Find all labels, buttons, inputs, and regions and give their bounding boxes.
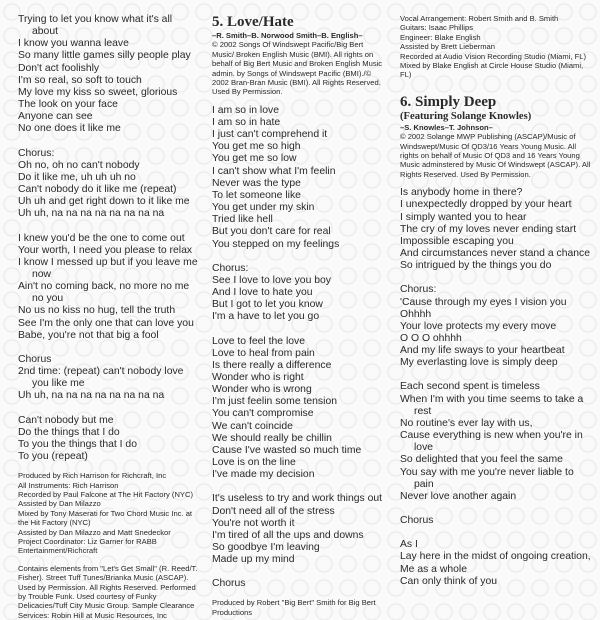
lyric-line: Chorus: [18, 147, 55, 159]
credit-line: Engineer: Blake English [400, 32, 481, 42]
credit-line: Project Coordinator: Liz Garner for RABB Entertainment/Richcraft [18, 537, 157, 556]
song-title: 5. Love/Hate [212, 14, 294, 30]
lyric-line: My everlasting love is simply deep [400, 357, 558, 369]
lyric-line: Love to heal from pain [212, 347, 315, 359]
lyric-line: I just can't comprehend it [212, 129, 328, 141]
copyright-notice: © 2002 Solange MWP Publishing (ASCAP)/Music of Windswept/Music Of QD3/16 Years Young Music. All rights on behalf of Music Of QD3 and 16 Years Young Music adminstered by Music Of Windswept (ASCAP). All Rights Reserved. Used By Permission. [400, 132, 591, 179]
lyric-line: Chorus [400, 515, 434, 527]
lyric-line: So many little games silly people play [18, 50, 191, 62]
stanza-break [400, 503, 594, 515]
lyric-line: Is anybody home in there? [400, 187, 523, 199]
lyric-line: Made up my mind [212, 554, 295, 566]
lyric-line: O O O ohhhh [400, 333, 462, 344]
lyric-line: Wonder who is right [212, 371, 304, 383]
stanza-break [212, 481, 384, 493]
lyric-line: Babe, you're not that big a fool [18, 329, 159, 341]
lyric-line: Impossible escaping you [400, 235, 514, 247]
stanza-break [212, 566, 384, 578]
lyric-line: Uh uh, na na na na na na na na [18, 390, 165, 402]
lyric-line: You can't compromise [212, 408, 314, 420]
lyric-line: Can't nobody do it like me (repeat) [18, 184, 177, 196]
lyric-line: No one does it like me [18, 123, 121, 135]
lyric-line: Never love another again [400, 490, 517, 502]
credit-line: Assisted by Brett Lieberman [400, 42, 495, 52]
lyric-line: You get under my skin [212, 202, 315, 214]
lyric-line: So delighted that you feel the same [400, 454, 563, 466]
lyric-line: Oh no, oh no can't nobody [18, 159, 140, 171]
lyric-line: I am so in hate [212, 117, 281, 128]
lyric-line: Your love protects my every move [400, 320, 557, 332]
lyric-line: You stepped on my feelings [212, 238, 340, 250]
credits-block [18, 471, 200, 556]
lyric-line: To let someone like [212, 189, 301, 201]
lyric-line: To you the things that I do [18, 438, 137, 450]
lyric-line: Uh uh, na na na na na na na na [18, 208, 165, 220]
lyric-line: I simply wanted you to hear [400, 211, 527, 223]
lyric-line: I've made my decision [212, 469, 315, 481]
lyric-line: And I love to hate you [212, 287, 313, 299]
lyric-line: Don't act foolishly [18, 62, 100, 74]
lyric-line: See I love to love you boy [212, 274, 331, 286]
lyric-line: Chorus: [400, 284, 437, 296]
credit-line: All Instruments: Rich Harrison [18, 480, 119, 490]
credit-line: Guitars: Isaac Phillips [400, 23, 474, 33]
lyric-line: I unexpectedly dropped by your heart [400, 199, 572, 211]
song-title: 6. Simply Deep [400, 93, 497, 110]
lyric-line: You get me so high [212, 141, 301, 153]
lyric-line: But I got to let you know [212, 299, 323, 311]
lyric-line: I'm so real, so soft to touch [18, 74, 142, 86]
lyric-line: Can only think of you [400, 575, 498, 587]
lyric-line: I knew you'd be the one to come out [18, 232, 185, 244]
lyric-line: I am so in love [212, 104, 279, 116]
lyric-line: I'm tired of all the ups and downs [212, 529, 364, 541]
stanza-break [400, 369, 594, 381]
stanza-break [18, 136, 200, 148]
lyric-line: It's useless to try and work things out [212, 493, 383, 505]
stanza-break [212, 324, 384, 336]
lyric-line: 2nd time: (repeat) can't nobody love you like me [18, 366, 184, 390]
lyric-line: I can't show what I'm feelin [212, 165, 336, 177]
lyric-line: To you (repeat) [18, 451, 88, 462]
lyric-line: Uh uh and get right down to it like me [18, 196, 190, 208]
lyric-line: We can't coincide [212, 420, 293, 432]
credit-line: Mixed by Tony Maserati for Two Chord Music Inc. at the Hit Factory (NYC) [18, 508, 193, 528]
stanza-break [400, 527, 594, 539]
lyric-line: Me as a whole [400, 563, 467, 575]
lyric-line: Your worth, I need you please to relax [18, 244, 193, 256]
lyric-line: Do the things that I do [18, 426, 120, 438]
lyric-line: Chorus: [212, 262, 249, 274]
lyric-line: Don't need all of the stress [212, 505, 335, 517]
lyric-line: I know you wanna leave [18, 38, 129, 50]
credit-line: Vocal Arrangement: Robert Smith and B. Smith [400, 14, 559, 23]
credit-line: Assisted by Dan Milazzo [18, 499, 101, 509]
column-right [400, 14, 594, 588]
lyrics-block [212, 105, 384, 591]
copyright-notice: © 2002 Songs Of Windswept Pacific/Big Bert Music/ Broken English Music (BMI). All rights on behalf of Big Bert Music and Broken English Music admin. by Songs of Windswept Pacific (BMI)./© 2002 Bran-Bran Music (BMI). All Rights Reserved. Used By Permission. [212, 40, 383, 97]
sample-credits: Contains elements from "Let's Get Small" (R. Reed/T. Fisher). Street Tuff Tunes/Brianka Music (ASCAP). Used by Permission. All Rights Reserved. Performed by Trouble Funk. Used courtesy of Funky Delicacies/Tuff City Music Group. Sample Clearance Services: Robin Hill at Music Resources, Inc [18, 563, 198, 620]
lyric-line: Do it like me, uh uh uh no [18, 171, 136, 183]
credits-block: Produced by Robert "Big Bert" Smith for Big Bert Productions [212, 598, 376, 617]
lyric-line: Lay here in the midst of ongoing creation, [400, 551, 591, 563]
lyric-line: And my life sways to your heartbeat [400, 345, 565, 357]
lyric-line: Ain't no coming back, no more no me no you [18, 281, 190, 305]
lyric-line: But you don't care for real [212, 226, 331, 238]
lyric-line: Love to feel the love [212, 335, 306, 347]
credits-block [400, 14, 594, 80]
lyric-line: Can't nobody but me [18, 414, 114, 426]
lyric-line: Cause I've wasted so much time [212, 444, 362, 456]
stanza-break [212, 251, 384, 263]
lyric-line: I know I messed up but if you leave me now [18, 256, 198, 280]
lyric-line: The cry of my loves never ending start [400, 223, 577, 235]
lyric-line: The look on your face [18, 99, 118, 111]
lyric-line: And circumstances never stand a chance [400, 248, 591, 260]
lyric-line: Wonder who is wrong [212, 384, 312, 396]
lyric-line: Cause everything is new when you're in love [400, 430, 583, 454]
lyric-line: I'm just feelin some tension [212, 396, 337, 408]
lyric-line: No routine's ever lay with us, [400, 417, 533, 429]
lyric-line: Love is on the line [212, 457, 296, 469]
credit-line: Recorded by Paul Falcone at The Hit Factory (NYC) [18, 489, 194, 499]
lyric-line: See I'm the only one that can love you [18, 317, 194, 329]
lyric-line: Trying to let you know what it's all about [18, 14, 173, 38]
lyric-line: No us no kiss no hug, tell the truth [18, 305, 176, 317]
lyric-line: You say with me you're never liable to pain [400, 466, 574, 490]
lyric-line: Each second spent is timeless [400, 381, 540, 393]
lyric-line: I'm a have to let you go [212, 311, 320, 323]
lyric-line: So goodbye I'm leaving [212, 542, 320, 553]
lyric-line: Is there really a difference [212, 359, 332, 371]
credit-line: Recorded at Audio Vision Recording Studio (Miami, FL) [400, 51, 586, 61]
lyric-line: Chorus [212, 578, 246, 590]
lyric-line: You get me so low [212, 153, 297, 165]
lyrics-block [18, 14, 200, 463]
stanza-break [18, 403, 200, 415]
songwriters: –R. Smith–B. Norwood Smith–B. English– [212, 31, 363, 40]
lyric-line: So intrigued by the things you do [400, 260, 552, 272]
column-middle [212, 14, 384, 617]
lyric-line: You're not worth it [212, 517, 295, 529]
lyric-line: As I [400, 539, 418, 551]
songwriters: –S. Knowles–T. Johnson– [400, 122, 493, 132]
lyric-line: My love my kiss so sweet, glorious [18, 86, 178, 98]
lyric-line: When I'm with you time seems to take a rest [400, 393, 584, 417]
lyric-line: We should really be chillin [212, 432, 332, 444]
lyric-line: Tried like hell [212, 214, 273, 226]
stanza-break [400, 272, 594, 284]
lyric-line: Ohhhh [400, 308, 432, 320]
lyric-line: 'Cause through my eyes I vision you [400, 296, 567, 308]
credit-line: Produced by Rich Harrison for Richcraft, Inc [18, 471, 167, 481]
stanza-break [18, 221, 200, 233]
song-subtitle: (Featuring Solange Knowles) [400, 110, 532, 122]
lyric-line: Never was the type [212, 177, 301, 189]
lyrics-block [400, 187, 594, 588]
credit-line: Mixed by Blake English at Circle House Studio (Miami, FL) [400, 61, 584, 80]
lyric-line: Anyone can see [18, 111, 93, 123]
credit-line: Assisted by Dan Milazzo and Matt Snedeckor [18, 527, 171, 537]
lyric-line: Chorus [18, 353, 52, 365]
column-left [18, 14, 200, 620]
stanza-break [18, 342, 200, 354]
